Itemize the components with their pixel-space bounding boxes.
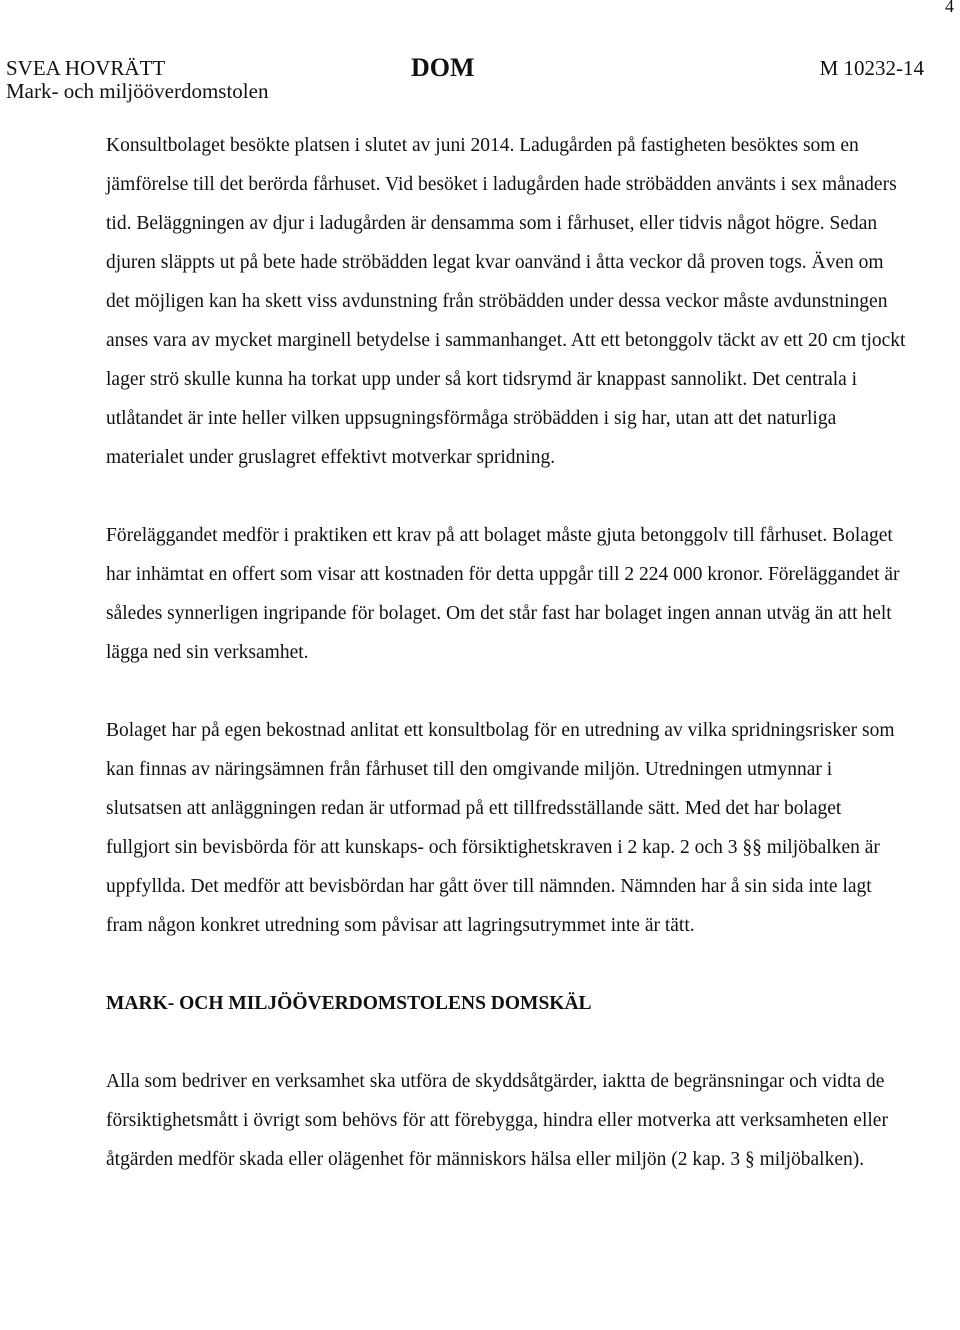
paragraph-burden-of-proof: Bolaget har på egen bekostnad anlitat ett konsultbolag för en utredning av vilka spridningsrisker som kan finnas av näringsämnen från fårhuset till den omgivande miljön. Utredningen utmynnar i slutsatsen att anläggningen redan är utformad på ett tillfredsställande sätt. Med det har bolaget fullgjort sin bevisbörda för att kunskaps- och försiktighetskraven i 2 kap. 2 och 3 §§ miljöbalken är uppfyllda. Det medför att bevisbördan har gått över till nämnden. Nämnden har å sin sida inte lagt fram någon konkret utredning som påvisar att lagringsutrymmet inte är tätt.	[106, 720, 895, 936]
paragraph-court-reasoning: Alla som bedriver en verksamhet ska utföra de skyddsåtgärder, iaktta de begränsningar och vidta de försiktighetsmått i övrigt som behövs för att förebygga, hindra eller motverka att verksamheten eller åtgärden medför skada eller olägenhet för människors hälsa eller miljön (2 kap. 3 § miljöbalken).	[106, 1071, 888, 1170]
paragraph-consultant-visit: Konsultbolaget besökte platsen i slutet av juni 2014. Ladugården på fastigheten besöktes som en jämförelse till det berörda fårhuset. Vid besöket i ladugården hade ströbädden använts i sex månaders tid. Beläggningen av djur i ladugården är densamma som i fårhuset, eller tidvis något högre. Sedan djuren släppts ut på bete hade ströbädden legat kvar oanvänd i åtta veckor då proven togs. Även om det möjligen kan ha skett viss avdunstning från ströbädden under dessa veckor måste avdunstningen anses vara av mycket marginell betydelse i sammanhanget. Att ett betonggolv täckt av ett 20 cm tjockt lager strö skulle kunna ha torkat upp under så kort tidsrymd är knappast sannolikt. Det centrala i utlåtandet är inte heller vilken uppsugningsförmåga ströbädden i sig har, utan att det naturliga materialet under gruslagret effektivt motverkar spridning.	[106, 135, 906, 468]
document-body	[106, 126, 906, 1218]
document-type: DOM	[411, 53, 475, 82]
case-number: M 10232-14	[819, 56, 924, 80]
section-heading: MARK- OCH MILJÖÖVERDOMSTOLENS DOMSKÄL	[106, 993, 592, 1014]
page-number: 4	[945, 0, 954, 16]
paragraph-injunction-cost: Föreläggandet medför i praktiken ett krav på att bolaget måste gjuta betonggolv till fårhuset. Bolaget har inhämtat en offert som visar att kostnaden för detta uppgår till 2 224 000 kronor. Föreläggandet är således synnerligen ingripande för bolaget. Om det står fast har bolaget ingen annan utväg än att helt lägga ned sin verksamhet.	[106, 525, 900, 663]
document-header	[6, 55, 924, 105]
court-subdivision: Mark- och miljööverdomstolen	[6, 79, 269, 103]
court-name: SVEA HOVRÄTT	[6, 56, 166, 80]
